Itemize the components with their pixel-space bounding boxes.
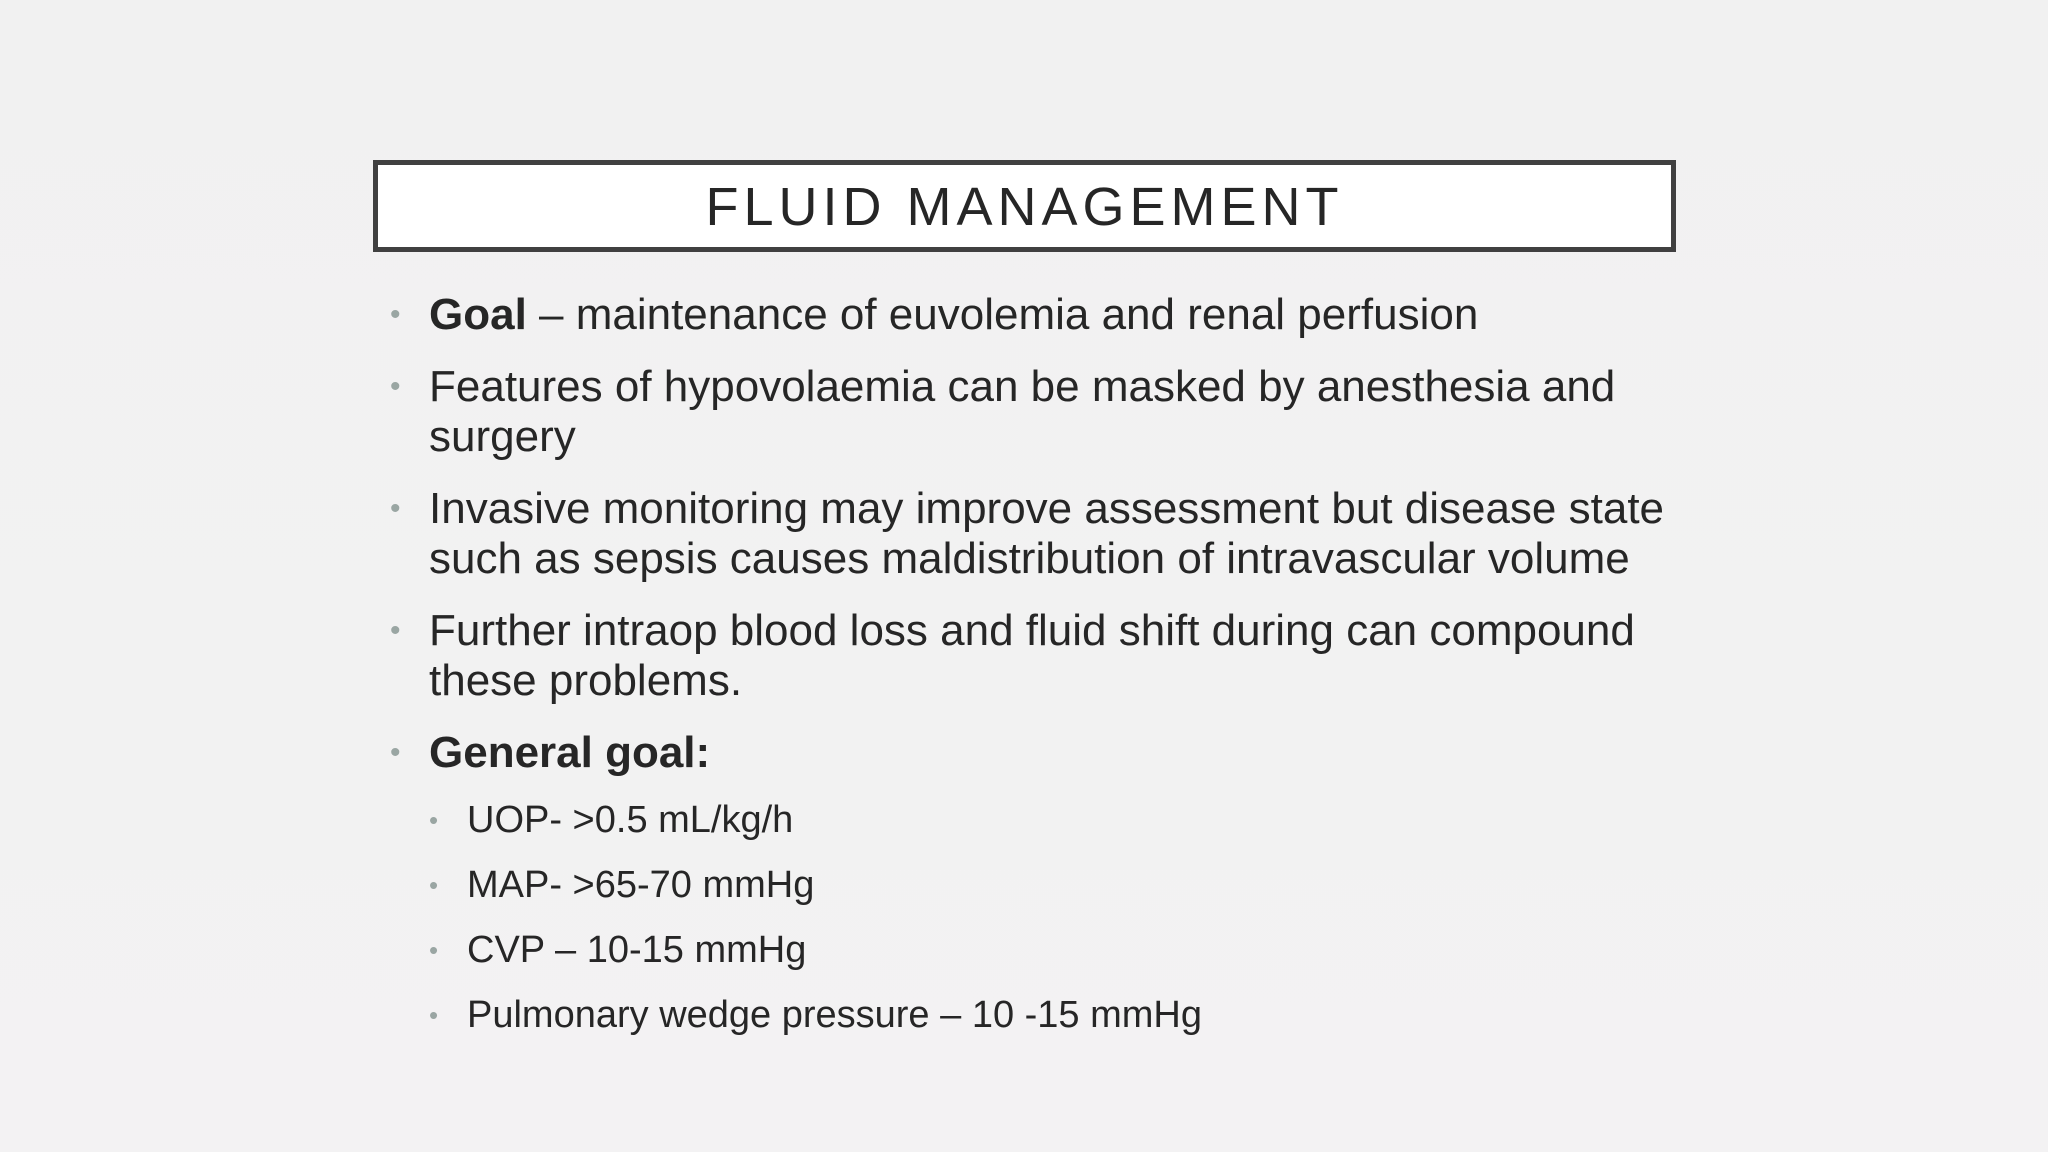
bullet-item xyxy=(390,728,1720,778)
bullet-icon: • xyxy=(390,492,401,525)
sub-bullet-text: MAP- >65-70 mmHg xyxy=(467,864,815,906)
bullet-bold-text: Goal xyxy=(429,290,527,339)
sub-bullet-item xyxy=(390,863,1720,907)
bullet-text: Features of hypovolaemia can be masked by anesthesia and surgery xyxy=(429,362,1616,461)
bullet-icon: • xyxy=(390,298,401,331)
bullet-item xyxy=(390,290,1720,340)
bullet-item xyxy=(390,606,1720,706)
sub-bullet-item xyxy=(390,993,1720,1037)
bullet-text: – maintenance of euvolemia and renal perfusion xyxy=(526,290,1479,339)
sub-bullet-text: Pulmonary wedge pressure – 10 -15 mmHg xyxy=(467,994,1203,1036)
sub-bullet-list xyxy=(390,798,1720,1037)
sub-bullet-item xyxy=(390,798,1720,842)
bullet-item xyxy=(390,484,1720,584)
sub-bullet-item xyxy=(390,928,1720,972)
bullet-text: Invasive monitoring may improve assessment but disease state such as sepsis causes maldistribution of intravascular volume xyxy=(429,484,1665,583)
title-box xyxy=(373,160,1676,252)
slide-title: FLUID MANAGEMENT xyxy=(705,177,1344,237)
bullet-icon: • xyxy=(390,370,401,403)
sub-bullet-icon: • xyxy=(429,935,439,965)
sub-bullet-icon: • xyxy=(429,805,439,835)
bullet-text: Further intraop blood loss and fluid shift during can compound these problems. xyxy=(429,606,1635,705)
bullet-icon: • xyxy=(390,736,401,769)
bullet-bold-text: General goal: xyxy=(429,728,711,777)
sub-bullet-icon: • xyxy=(429,1000,439,1030)
bullet-list xyxy=(390,290,1720,1058)
sub-bullet-text: CVP – 10-15 mmHg xyxy=(467,929,807,971)
sub-bullet-text: UOP- >0.5 mL/kg/h xyxy=(467,799,794,841)
bullet-icon: • xyxy=(390,614,401,647)
bullet-item xyxy=(390,362,1720,462)
sub-bullet-icon: • xyxy=(429,870,439,900)
